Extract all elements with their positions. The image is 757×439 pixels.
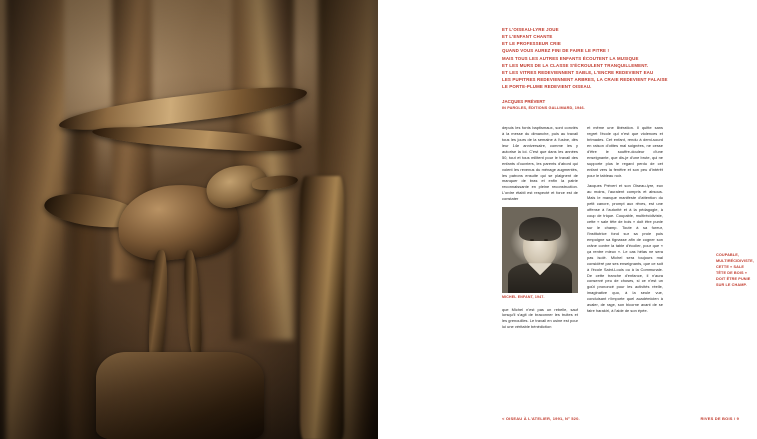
poem-line: ET LES MURS DE LA CLASSE S'ÉCROULENT TRANQUILLEMENT. — [502, 62, 649, 68]
poem-line: LE PORTE-PLUME REDEVIENT OISEAU. — [502, 84, 592, 89]
poem-line: QUAND VOUS AUREZ FINI DE FAIRE LE PITRE ! — [502, 48, 610, 54]
portrait-hair — [519, 217, 561, 241]
body-paragraph: et même une libération. Il quitte sans regret l'école qui n'est que violences et brimades. Cet enfant, rendu à demi-sourd en raison d'otites mal soignées, ne cesse d'être le souffre-douleur d'une enseignante, que dis-je d'une brute, qui ne supporte plus le regard perdu de cet enfant vers la fenêtre et son peu d'intérêt pour le tableau noir. — [587, 125, 663, 178]
text-column-1 — [502, 125, 578, 335]
background-post-5 — [70, 120, 96, 439]
sculpture-right-post — [300, 176, 344, 439]
figure-credit-footer: < OISEAU À L'ATELIER, 1991, N° 520. — [502, 416, 580, 421]
portrait-photo — [502, 207, 578, 293]
poem-block — [502, 26, 708, 90]
inset-portrait-figure — [502, 207, 578, 300]
sculpture-base — [96, 352, 264, 439]
right-page-text — [378, 0, 757, 439]
poem-line: ET LES VITRES REDEVIENNENT SABLE, L'ENCRE REDEVIENT EAU — [502, 69, 654, 75]
body-paragraph: que Michel n'est pas un rebelle, sauf lorsqu'il s'agit de braconner les truites et les grenouilles. Le travail en usine est pour lui une véritable bénédiction — [502, 306, 578, 330]
poem-author: JACQUES PRÉVERT — [502, 99, 546, 104]
portrait-caption: MICHEL ENFANT, 1947. — [502, 295, 545, 300]
poem-line: MAIS TOUS LES AUTRES ENFANTS ÉCOUTENT LA MUSIQUE — [502, 55, 639, 61]
text-column-2 — [587, 125, 663, 335]
body-paragraph: Jacques Prévert et son Oiseau-lyre, eux au moins, l'auraient compris et absous. Mais le manque manifeste d'attention du petit cancre, prompt aux rêves, est une offense à l'autorité et à la pédagogie, à coup de trique. Coupable, multirécidiviste, cette « sale tête de bois » doit être punie sur le champ. Toute à sa fureur, l'institutrice fond sur sa proie puis empoigne sa tignasse afin de cogner son crâne contre la table d'écolier, pour que « ça rentre mieux ». Le cas hélas ne sera pas isolé. Michel sera toujours mal considéré par ses enseignants, que ce soit à l'école Saint-Louis ou à la Communale. De cette tranche d'enfance, il n'aura conservé peu de choses, si ce n'est un goût prononcé pour les activités réelle, imaginative quo, à la seule vue, conduisant n'importe quel académicien à avaler, de rage, son bicorne avant de se faire harakiri, à l'aide de son épée. — [587, 183, 663, 314]
left-page-photograph — [0, 0, 378, 439]
pull-quote: COUPABLE, MULTIRÉCIDIVISTE, CETTE « SALE TÊTE DE BOIS » DOIT ÊTRE PUNIE SUR LE CHAMP. — [716, 253, 754, 288]
poem-credit — [502, 98, 712, 111]
poem-line: ET L'ENFANT CHANTE — [502, 34, 553, 40]
driftwood-bird-photo — [0, 0, 378, 439]
background-post-1 — [6, 0, 64, 439]
poem-source: IN PAROLES, ÉDITIONS GALLIMARD, 1946. — [502, 106, 585, 111]
page-number-footer: RIVES DE BOIS / 9 — [700, 416, 739, 421]
text-columns — [502, 125, 754, 335]
poem-line: ET LE PROFESSEUR CRIE — [502, 41, 561, 47]
sculpture-leg-right — [182, 250, 204, 361]
poem-line: LES PUPITRES REDEVIENNENT ARBRES, LA CRAIE REDEVIENT FALAISE — [502, 76, 668, 82]
body-paragraph: depuis les fonts baptismaux, sont conviés à la messe du dimanche, puis au travail tous les jours de la semaine à l'usine, dès leur 14e anniversaire, comme les y autorise la loi. C'est que dans les années 50, tout et tous militent pour le travail des enfants d'ouvriers, les parents d'abord qui voient les revenus du ménage augmentés, les patrons ensuite qui se plaignent de manquer de bras et enfin la patrie reconnaissante en pleine reconstruction. L'ordre établi est respecté et force est de constater — [502, 125, 578, 202]
poem-line: ET L'OISEAU-LYRE JOUE — [502, 27, 559, 32]
